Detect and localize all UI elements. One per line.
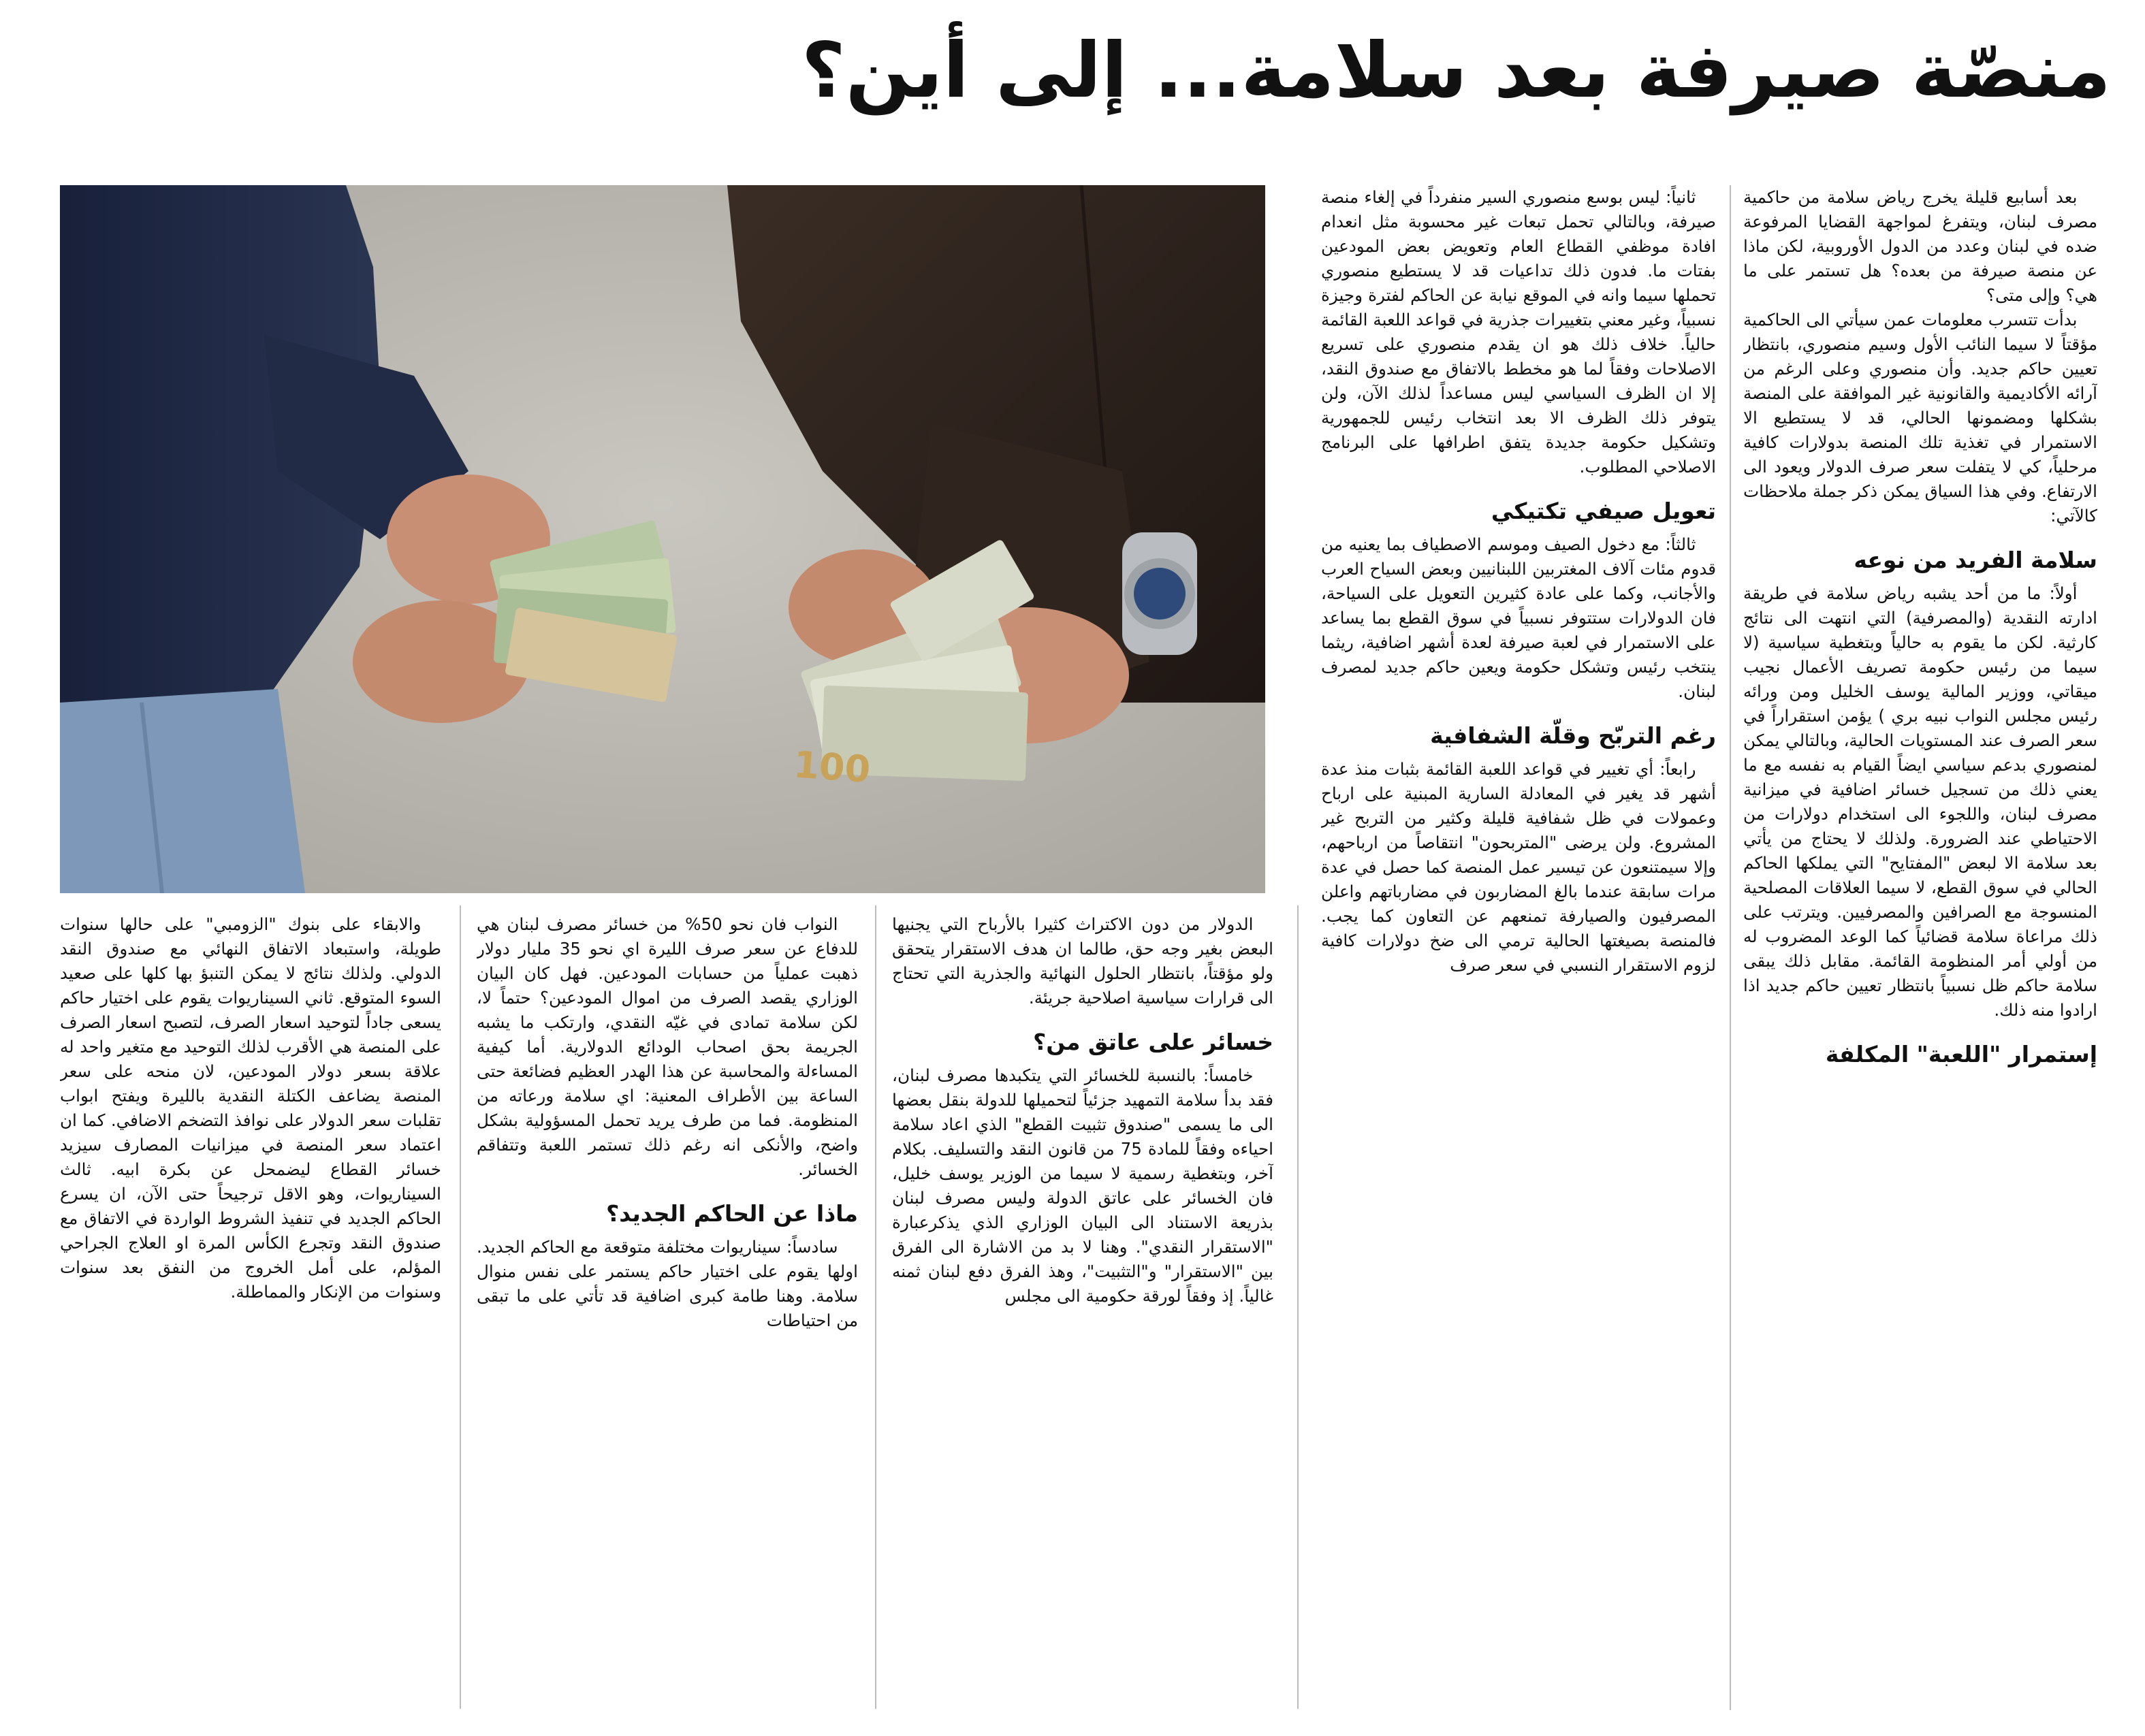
column-3 bbox=[892, 912, 1273, 1709]
paragraph: النواب فان نحو 50% من خسائر مصرف لبنان هي للدفاع عن سعر صرف الليرة اي نحو 35 مليار دولار ذهبت عملياً من حسابات المودعين. فهل كان البيان الوزاري يقصد الصرف من اموال المودعين؟ حتماً لا، لكن سلامة تمادى في غيّه النقدي، وارتكب ما يشبه الجريمة بحق اصحاب الودائع الدولارية. أما كيفية المساءلة والمحاسبة عن هذا الهدر العظيم فضائعة حتى الساعة بين الأطراف المعنية: اي سلامة ورعاته من المنظومة. فما من طرف يريد تحمل المسؤولية بشكل واضح، والأنكى انه رغم ذلك تستمر اللعبة وتتفاقم الخسائر. bbox=[477, 914, 858, 1179]
column-2 bbox=[1321, 185, 1716, 1710]
paragraph: بدأت تتسرب معلومات عمن سيأتي الى الحاكمية مؤقتاً لا سيما النائب الأول وسيم منصوري، بانتظار تعيين حاكم جديد. وأن منصوري وعلى الرغم من آرائه الأكاديمية والقانونية غير الموافقة على المنصة بشكلها ومضمونها الحالي، قد لا يستطيع الا الاستمرار في تغذية تلك المنصة بدولارات كافية مرحلياً، كي لا يتفلت سعر صرف الدولار ويعود الى الارتفاع. وفي هذا السياق يمكن ذكر جملة ملاحظات كالآتي: bbox=[1743, 310, 2097, 526]
paragraph: بعد أسابيع قليلة يخرج رياض سلامة من حاكمية مصرف لبنان، ويتفرغ لمواجهة القضايا المرفوعة ضده في لبنان وعدد من الدول الأوروبية، لكن ماذا عن منصة صيرفة من بعده؟ هل تستمر على ما هي؟ وإلى متى؟ bbox=[1743, 187, 2097, 305]
paragraph: أولاً: ما من أحد يشبه رياض سلامة في طريقة ادارته النقدية (والمصرفية) التي انتهت الى نتائج كارثية. لكن ما يقوم به حالياً وبتغطية سياسية (لا سيما من رئيس حكومة تصريف الأعمال نجيب ميقاتي، ووزير المالية يوسف الخليل ومن ورائه رئيس مجلس النواب نبيه بري ) يؤمن استقراراً في سعر الصرف عند المستويات الحالية، وبالتالي يمكن لمنصوري بدعم سياسي ايضاً القيام به نفسه مع ما يعني ذلك من تسجيل خسائر اضافية في ميزانية مصرف لبنان، واللجوء الى استخدام دولارات من الاحتياطي عند الضرورة. ولذلك لا يحتاج من يأتي بعد سلامة الا لبعض "المفتايح" التي يملكها الحاكم الحالي في سوق القطع، لا سيما العلاقات المصلحية المنسوجة مع الصرافين والمصرفيين. ويترتب على ذلك مراعاة سلامة قضائياً كما الوعد المضروب له من أولي أمر المنظومة القائمة. مقابل ذلك يبقى سلامة حاكم ظل نسبياً بانتظار تعيين حاكم جديد اذا ارادوا منه ذلك. bbox=[1743, 583, 2097, 1020]
paragraph: الدولار من دون الاكتراث كثيرا بالأرباح التي يجنيها البعض بغير وجه حق، طالما ان هدف الاستقرار يتحقق ولو مؤقتاً، بانتظار الحلول النهائية والجذرية التي تحتاج الى قرارات سياسية اصلاحية جريئة. bbox=[892, 914, 1273, 1008]
paragraph: ثانياً: ليس بوسع منصوري السير منفرداً في إلغاء منصة صيرفة، وبالتالي تحمل تبعات غير محسوبة مثل انعدام افادة موظفي القطاع العام وتعويض بعض المودعين بفتات ما. فدون ذلك تداعيات قد لا يستطيع منصوري تحملها سيما وانه في الموقع نيابة عن الحاكم لفترة وجيزة نسبياً، وغير معني بتغييرات جذرية في قواعد اللعبة القائمة حالياً. خلاف ذلك هو ان يقدم منصوري على تسريع الاصلاحات وفقاً لما هو مخطط بالاتفاق مع صندوق النقد، إلا ان الظرف السياسي ليس مساعداً لذلك الآن، ولن يتوفر ذلك الظرف الا بعد انتخاب رئيس للجمهورية وتشكيل حكومة جديدة يتفق اطرافها على البرنامج الاصلاحي المطلوب. bbox=[1321, 187, 1716, 477]
subheading: خسائر على عاتق من؟ bbox=[1033, 1029, 1273, 1055]
paragraph: والابقاء على بنوك "الزومبي" على حالها سنوات طويلة، واستبعاد الاتفاق النهائي مع صندوق النقد الدولي. ولذلك نتائج لا يمكن التنبؤ بها كلها على صعيد السوء المتوقع. ثاني السيناريوات يقوم على اختيار حاكم يسعى جاداً لتوحيد اسعار الصرف، لتصبح اسعار الصرف على المنصة هي الأقرب لذلك التوحيد مع متغير واحد له علاقة بسعر دولار المودعين، لان منحه على سعر المنصة يضاعف الكتلة النقدية بالليرة ويفتح ابواب تقلبات سعر الدولار على نوافذ التضخم الاضافي. كما ان اعتماد سعر المنصة في ميزانيات المصارف سيزيد خسائر القطاع ليضمحل عن بكرة ابيه. ثالث السيناريوات، وهو الاقل ترجيحاً حتى الآن، ان يسرع الحاكم الجديد في تنفيذ الشروط الواردة في الاتفاق مع صندوق النقد وتجرع الكأس المرة او العلاج الجراحي المؤلم، على أمل الخروج من النفق بعد سنوات وسنوات من الإنكار والمماطلة. bbox=[60, 914, 441, 1302]
left-person-jeans bbox=[60, 689, 305, 893]
paragraph: سادساً: سيناريوات مختلفة متوقعة مع الحاكم الجديد. اولها يقوم على اختيار حاكم يستمر على نفس منوال سلامة. وهنا طامة كبرى اضافية قد تأتي على ما تبقى من احتياطات bbox=[477, 1237, 858, 1330]
column-rule bbox=[1297, 905, 1299, 1709]
paragraph: رابعاً: أي تغيير في قواعد اللعبة القائمة بثبات منذ عدة أشهر قد يغير في المعادلة السارية المبنية على ارباح وعمولات في ظل شفافية قليلة وكثير من التربح غير المشروع. ولن يرضى "المتربحون" انتقاصاً من ارباحهم، وإلا سيمتنعون عن تيسير عمل المنصة كما حصل في عدة مرات سابقة عندما بالغ المضاربون في مضارباتهم واعلن المصرفيون والصيارفة تمنعهم عن التعاون كما يجب. فالمنصة بصيغتها الحالية ترمي الى ضخ دولارات كافية لزوم الاستقرار النسبي في سعر صرف bbox=[1321, 759, 1716, 975]
subheading: تعويل صيفي تكتيكي bbox=[1491, 498, 1716, 524]
subheading: ماذا عن الحاكم الجديد؟ bbox=[606, 1200, 858, 1227]
column-1 bbox=[1743, 185, 2097, 1710]
column-4 bbox=[477, 912, 858, 1709]
subheading: رغم التربّح وقلّة الشفافية bbox=[1430, 722, 1716, 749]
banknote-label: 100 bbox=[792, 743, 872, 792]
paragraph: ثالثاً: مع دخول الصيف وموسم الاصطياف بما يعنيه من قدوم مئات آلاف المغتربين اللبنانيين وبعض السياح العرب والأجانب، وكما على عادة كثيرين التعويل على السياحة، فان الدولارات ستتوفر نسبياً في سوق القطع بما يساعد على الاستمرار في لعبة صيرفة لعدة أشهر اضافية، ريثما ينتخب رئيس وتشكل حكومة ويعين حاكم جديد لمصرف لبنان. bbox=[1321, 534, 1716, 701]
paragraph: خامساً: بالنسبة للخسائر التي يتكبدها مصرف لبنان، فقد بدأ سلامة التمهيد جزئياً لتحميلها للدولة بنقل بعضها الى ما يسمى "صندوق تثبيت القطع" الذي اعاد سلامة احياءه وفقاً للمادة 75 من قانون النقد والتسليف. بكلام آخر، وبتغطية رسمية لا سيما من الوزير يوسف خليل، فان الخسائر على عاتق الدولة وليس مصرف لبنان بذريعة الاستناد الى البيان الوزاري الذي يذكرعبارة "الاستقرار النقدي". وهنا لا بد من الاشارة الى الفرق بين "الاستقرار" و"التثبيت"، وهذ الفرق دفع لبنان ثمنه غالياً. إذ وفقاً لورقة حكومية الى مجلس bbox=[892, 1065, 1273, 1306]
column-rule bbox=[875, 905, 876, 1709]
headline: منصّة صيرفة بعد سلامة... إلى أين؟ bbox=[801, 27, 2111, 115]
subheading: سلامة الفريد من نوعه bbox=[1854, 547, 2097, 573]
column-5 bbox=[60, 912, 441, 1709]
column-rule bbox=[1730, 185, 1731, 1710]
wristwatch bbox=[1122, 532, 1197, 655]
article-photo bbox=[60, 185, 1265, 893]
money-exchange-illustration bbox=[60, 185, 1265, 893]
subheading: إستمرار "اللعبة" المكلفة bbox=[1825, 1041, 2097, 1067]
column-rule bbox=[460, 905, 461, 1709]
